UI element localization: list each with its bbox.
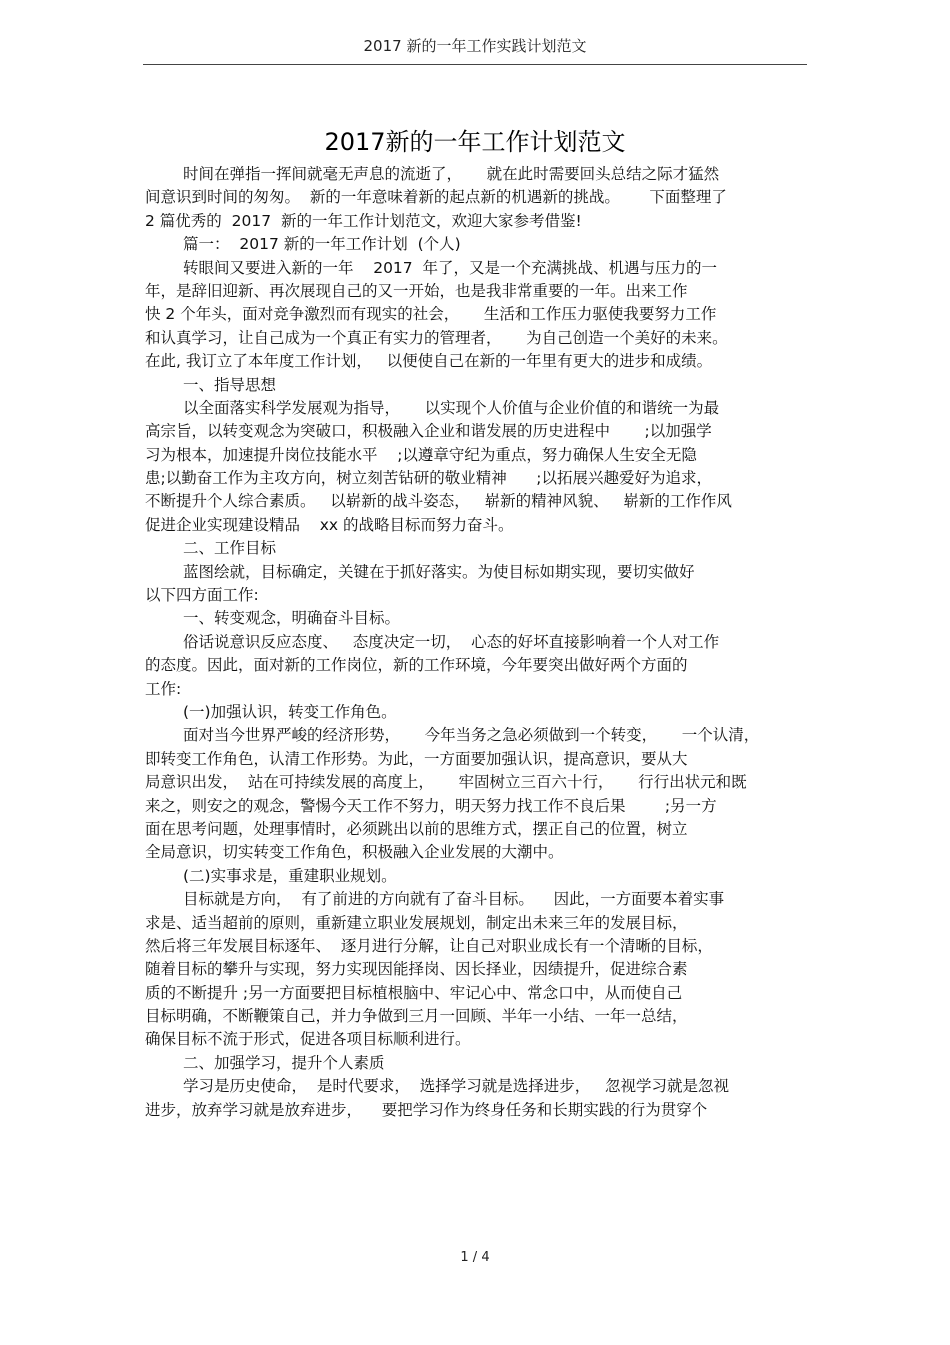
text-line: 确保目标不流于形式，促进各项目标顺利进行。: [145, 1030, 471, 1049]
text-line: 的态度。因此，面对新的工作岗位，新的工作环境，今年要突出做好两个方面的: [145, 656, 688, 675]
text-line: 2 篇优秀的 2017 新的一年工作计划范文，欢迎大家参考借鉴!: [145, 211, 582, 230]
text-line: 一、转变观念，明确奋斗目标。: [183, 609, 401, 628]
text-line: 二、工作目标: [183, 539, 277, 558]
text-line: 患;以勤奋工作为主攻方向，树立刻苦钻研的敬业精神 ;以拓展兴趣爱好为追求，: [145, 469, 713, 488]
text-line: 间意识到时间的匆匆。 新的一年意味着新的起点新的机遇新的挑战。 下面整理了: [145, 188, 727, 207]
page-header: 2017 新的一年工作实践计划范文: [363, 37, 587, 55]
document-title: 2017新的一年工作计划范文: [324, 128, 626, 156]
text-line: 目标明确，不断鞭策自己，并力争做到三月一回顾、半年一小结、一年一总结，: [145, 1007, 688, 1026]
text-line: 促进企业实现建设精品 xx 的战略目标而努力奋斗。: [145, 515, 514, 534]
text-line: 习为根本，加速提升岗位技能水平 ;以遵章守纪为重点，努力确保人生安全无隐: [145, 445, 697, 464]
text-line: 即转变工作角色，认清工作形势。为此，一方面要加强认识，提高意识，要从大: [145, 749, 688, 768]
text-line: 时间在弹指一挥间就毫无声息的流逝了， 就在此时需要回头总结之际才猛然: [183, 165, 720, 183]
text-line: 不断提升个人综合素质。 以崭新的战斗姿态， 崭新的精神风貌、 崭新的工作作风: [145, 492, 732, 511]
text-line: 然后将三年发展目标逐年、 逐月进行分解，让自己对职业成长有一个清晰的目标，: [145, 936, 713, 955]
document-body: [145, 163, 810, 1122]
page-number: 1 / 4: [460, 1250, 490, 1265]
text-line: 学习是历史使命， 是时代要求， 选择学习就是选择进步， 忽视学习就是忽视: [183, 1077, 729, 1096]
text-line: 工作:: [145, 679, 182, 698]
text-line: 全局意识，切实转变工作角色，积极融入企业发展的大潮中。: [145, 843, 564, 862]
text-line: 蓝图绘就，目标确定，关键在于抓好落实。为使目标如期实现，要切实做好: [183, 562, 695, 581]
text-line: (二)实事求是，重建职业规划。: [183, 866, 397, 885]
text-line: 年，是辞旧迎新、再次展现自己的又一开始，也是我非常重要的一年。出来工作: [145, 281, 688, 300]
text-line: 二、加强学习，提升个人素质: [183, 1053, 385, 1072]
text-line: 和认真学习，让自己成为一个真正有实力的管理者， 为自己创造一个美好的未来。: [145, 328, 728, 347]
text-line: 局意识出发， 站在可持续发展的高度上， 牢固树立三百六十行， 行行出状元和既: [145, 773, 747, 792]
text-line: 目标就是方向， 有了前进的方向就有了奋斗目标。 因此，一方面要本着实事: [183, 890, 725, 909]
text-line: 俗话说意识反应态度、 态度决定一切， 心态的好坏直接影响着一个人对工作: [183, 632, 720, 651]
text-line: 质的不断提升 ;另一方面要把目标植根脑中、牢记心中、常念口中，从而使自己: [145, 983, 683, 1002]
text-line: 以下四方面工作:: [145, 586, 259, 605]
text-line: 快 2 个年头，面对竞争激烈而有现实的社会， 生活和工作压力驱使我要努力工作: [145, 305, 717, 324]
text-line: 高宗旨，以转变观念为突破口，积极融入企业和谐发展的历史进程中 ;以加强学: [145, 422, 712, 441]
text-line: 转眼间又要进入新的一年 2017 年了，又是一个充满挑战、机遇与压力的一: [183, 258, 718, 277]
text-line: 篇一： 2017 新的一年工作计划 (个人): [183, 235, 461, 254]
text-line: 在此, 我订立了本年度工作计划， 以便使自己在新的一年里有更大的进步和成绩。: [145, 352, 713, 371]
text-line: (一)加强认识，转变工作角色。: [183, 702, 397, 721]
text-line: 面对当今世界严峻的经济形势， 今年当务之急必须做到一个转变， 一个认清，: [183, 726, 760, 745]
text-line: 随着目标的攀升与实现，努力实现因能择岗、因长择业，因绩提升，促进综合素: [145, 960, 688, 979]
text-line: 以全面落实科学发展观为指导， 以实现个人价值与企业价值的和谐统一为最: [183, 398, 720, 417]
text-line: 来之，则安之的观念，警惕今天工作不努力，明天努力找工作不良后果 ;另一方: [145, 796, 717, 815]
text-line: 进步，放弃学习就是放弃进步， 要把学习作为终身任务和长期实践的行为贯穿个: [145, 1100, 708, 1119]
header-divider: [143, 64, 807, 65]
text-line: 面在思考问题，处理事情时，必须跳出以前的思维方式，摆正自己的位置，树立: [145, 819, 688, 838]
text-line: 求是、适当超前的原则，重新建立职业发展规划，制定出未来三年的发展目标，: [145, 913, 688, 932]
text-line: 一、指导思想: [183, 375, 277, 394]
